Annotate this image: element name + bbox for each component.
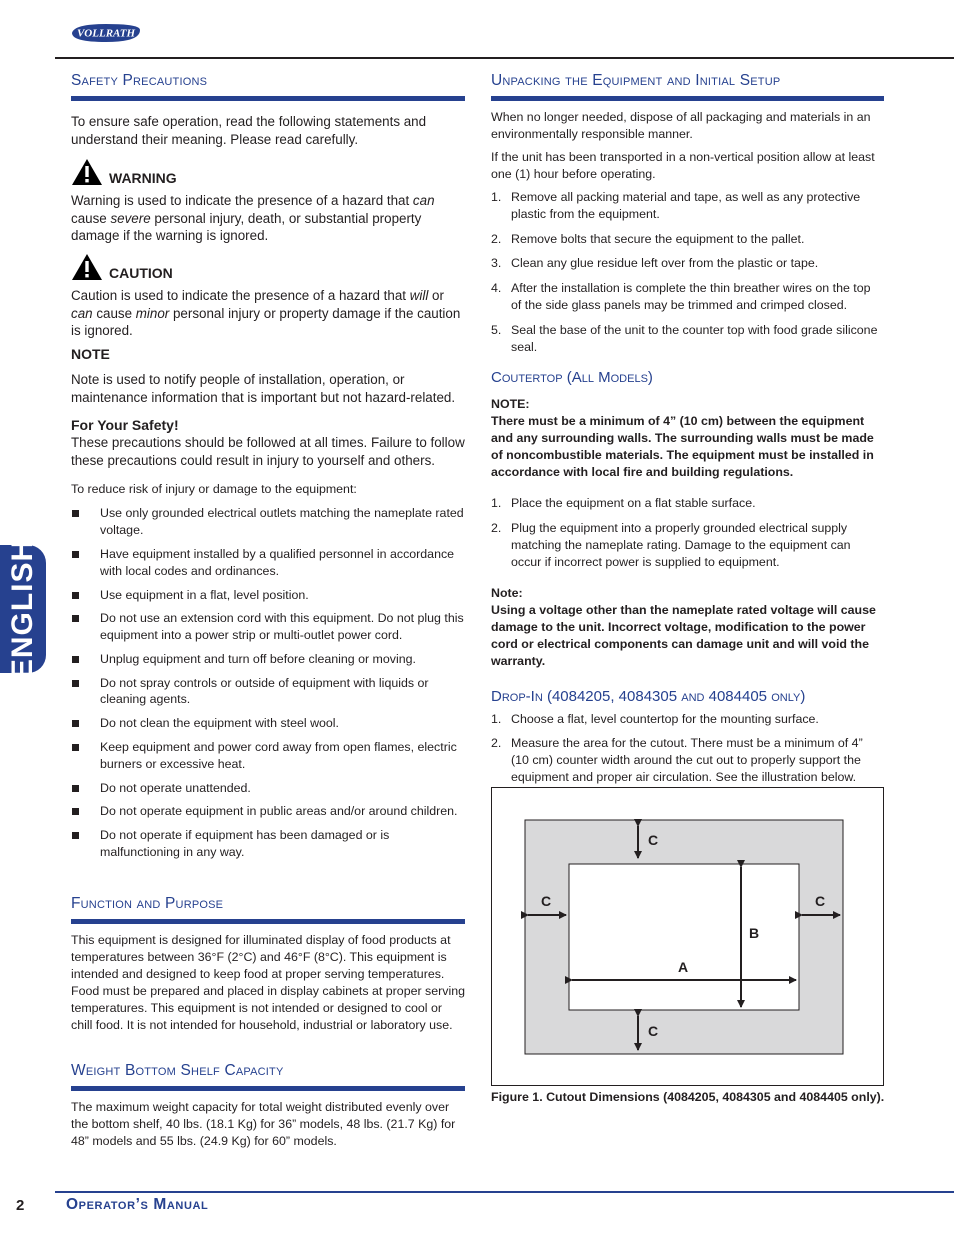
step-text: Choose a flat, level countertop for the mounting surface. <box>511 711 819 726</box>
footer-title: Operator’s Manual <box>66 1196 209 1213</box>
warning-label: WARNING <box>109 170 177 187</box>
label-c-bottom: C <box>648 1023 659 1039</box>
safety-bullet-item: Do not operate equipment in public areas and/or around children. <box>71 803 465 820</box>
safety-bullet-list <box>71 505 465 861</box>
step-item <box>491 255 884 272</box>
left-column <box>71 72 465 1150</box>
safety-bullet-item: Use only grounded electrical outlets matching the nameplate rated voltage. <box>71 505 465 539</box>
safety-bullet-item: Do not spray controls or outside of equipment with liquids or cleaning agents. <box>71 675 465 709</box>
logo-text: VOLLRATH <box>76 27 136 40</box>
for-your-safety-label: For Your Safety! <box>71 416 179 433</box>
step-number: 1. <box>491 711 502 726</box>
countertop-heading: Coutertop (All Models) <box>491 369 653 387</box>
label-c-left: C <box>541 893 552 909</box>
unpacking-heading: Unpacking the Equipment and Initial Setup <box>491 72 884 101</box>
cutout-diagram <box>492 788 883 1085</box>
label-c-top: C <box>648 832 659 848</box>
caution-label: CAUTION <box>109 264 173 281</box>
step-number: 5. <box>491 322 502 337</box>
step-text: Plug the equipment into a properly grounded electrical supply matching the nameplate rating. Damage to the equipment can occur if incorrect power is supplied to equipment. <box>511 521 851 569</box>
label-a: A <box>678 959 689 975</box>
step-number: 2. <box>491 231 502 246</box>
figure-caption: Figure 1. Cutout Dimensions (4084205, 4084305 and 4084405 only). <box>491 1090 885 1104</box>
vollrath-logo <box>70 22 142 44</box>
voltage-note-text: Using a voltage other than the nameplate rated voltage will cause damage to the unit. Incorrect voltage, modification to the power cord or electrical components can damage unit and will void the warranty. <box>491 602 876 668</box>
step-item <box>491 495 884 512</box>
language-tab <box>0 538 46 680</box>
step-number: 2. <box>491 736 502 751</box>
note-label: NOTE <box>71 345 110 362</box>
unpacking-p1: When no longer needed, dispose of all packaging and materials in an environmentally responsible manner. <box>491 110 871 141</box>
step-item <box>491 189 884 223</box>
cutout-figure <box>491 787 884 1086</box>
step-text: Place the equipment on a flat stable surface. <box>511 496 756 511</box>
page-number: 2 <box>16 1197 25 1214</box>
safety-bullet-item: Do not clean the equipment with steel wool. <box>71 715 465 732</box>
step-item <box>491 322 884 356</box>
step-text: Clean any glue residue left over from the plastic or tape. <box>511 256 819 271</box>
function-heading: Function and Purpose <box>71 895 465 924</box>
safety-bullet-item: Keep equipment and power cord away from open flames, electric burners or excessive heat. <box>71 739 465 773</box>
safety-bullet-item: Have equipment installed by a qualified personnel in accordance with local codes and ordinances. <box>71 546 465 580</box>
step-text: Remove all packing material and tape, as well as any protective plastic from the equipment. <box>511 190 861 221</box>
step-number: 4. <box>491 281 502 296</box>
reduce-risk-text: To reduce risk of injury or damage to the equipment: <box>71 482 357 497</box>
voltage-note-label: Note: <box>491 585 523 600</box>
step-number: 1. <box>491 496 502 511</box>
unpacking-steps <box>491 189 884 355</box>
step-item <box>491 711 884 728</box>
dropin-heading: Drop-In (4084205, 4084305 and 4084405 only) <box>491 687 806 705</box>
safety-intro: To ensure safe operation, read the following statements and understand their meaning. Please read carefully. <box>71 114 427 147</box>
label-b: B <box>749 925 760 941</box>
step-item <box>491 280 884 314</box>
safety-bullet-item: Do not operate unattended. <box>71 780 465 797</box>
countertop-note-label: NOTE: <box>491 397 530 412</box>
safety-bullet-item: Unplug equipment and turn off before cleaning or moving. <box>71 651 465 668</box>
weight-text: The maximum weight capacity for total weight distributed evenly over the bottom shelf, 40 lbs. (18.1 Kg) for 36” models, 48 lbs. (21.7 Kg) for 48” models and 55 lbs. (24.9 Kg) for 60” models. <box>71 1099 456 1148</box>
safety-bullet-item: Do not operate if equipment has been damaged or is malfunctioning in any way. <box>71 827 465 861</box>
warning-text: Warning is used to indicate the presence of a hazard that can cause severe personal injury, death, or substantial property damage if the warning is ignored. <box>71 193 435 244</box>
note-text: Note is used to notify people of installation, operation, or maintenance information that is important but not hazard-related. <box>71 372 456 405</box>
cutout-area <box>569 864 799 1010</box>
function-text: This equipment is designed for illuminated display of food products at temperatures between 36°F (2°C) and 46°F (8°C). This equipment is intended and designed to keep food at proper serving temperatures. Food must be prepared and placed in display cabinets at proper serving temperatures. This equipment is not intended or designed to cool or chill food. It is not intended for household, industrial or laboratory use. <box>71 932 465 1032</box>
step-text: Measure the area for the cutout. There must be a minimum of 4” (10 cm) counter width around the cut out to properly support the equipment and proper air circulation. See the illustration below. <box>511 736 863 784</box>
step-text: Remove bolts that secure the equipment to the pallet. <box>511 231 805 246</box>
safety-bullet-item: Do not use an extension cord with this equipment. Do not plug this equipment into a power strip or multi-outlet power cord. <box>71 610 465 644</box>
label-c-right: C <box>815 893 826 909</box>
safety-bullet-item: Use equipment in a flat, level position. <box>71 587 465 604</box>
footer-rule <box>55 1191 954 1193</box>
weight-heading: Weight Bottom Shelf Capacity <box>71 1062 465 1091</box>
step-number: 1. <box>491 190 502 204</box>
step-item <box>491 735 884 785</box>
caution-text: Caution is used to indicate the presence of a hazard that will or can cause minor personal injury or property damage if the caution is ignored. <box>71 287 461 339</box>
countertop-note-text: There must be a minimum of 4” (10 cm) between the equipment and any surrounding walls. The surrounding walls must be made of noncombustible materials. The equipment must be installed in accordance with local fire and building regulations. <box>491 414 874 480</box>
step-text: After the installation is complete the thin breather wires on the top of the side glass panels may be trimmed and crimped closed. <box>511 281 871 312</box>
countertop-steps <box>491 495 884 570</box>
step-number: 3. <box>491 256 502 271</box>
step-item <box>491 520 884 570</box>
for-your-safety-text: These precautions should be followed at all times. Failure to follow these precautions could result in injury to yourself and others. <box>71 435 465 468</box>
dropin-steps <box>491 711 884 786</box>
caution-triangle-icon <box>71 253 103 281</box>
right-column <box>491 72 884 794</box>
step-text: Seal the base of the unit to the counter top with food grade silicone seal. <box>511 322 878 354</box>
language-tab-label: ENGLISH <box>6 538 39 680</box>
warning-header <box>71 158 465 186</box>
step-number: 2. <box>491 521 502 536</box>
step-item <box>491 231 884 248</box>
header-rule <box>55 57 954 59</box>
safety-heading: Safety Precautions <box>71 72 465 101</box>
unpacking-p2: If the unit has been transported in a non-vertical position allow at least one (1) hour before operating. <box>491 150 875 181</box>
warning-triangle-icon <box>71 158 103 186</box>
caution-header <box>71 253 465 281</box>
